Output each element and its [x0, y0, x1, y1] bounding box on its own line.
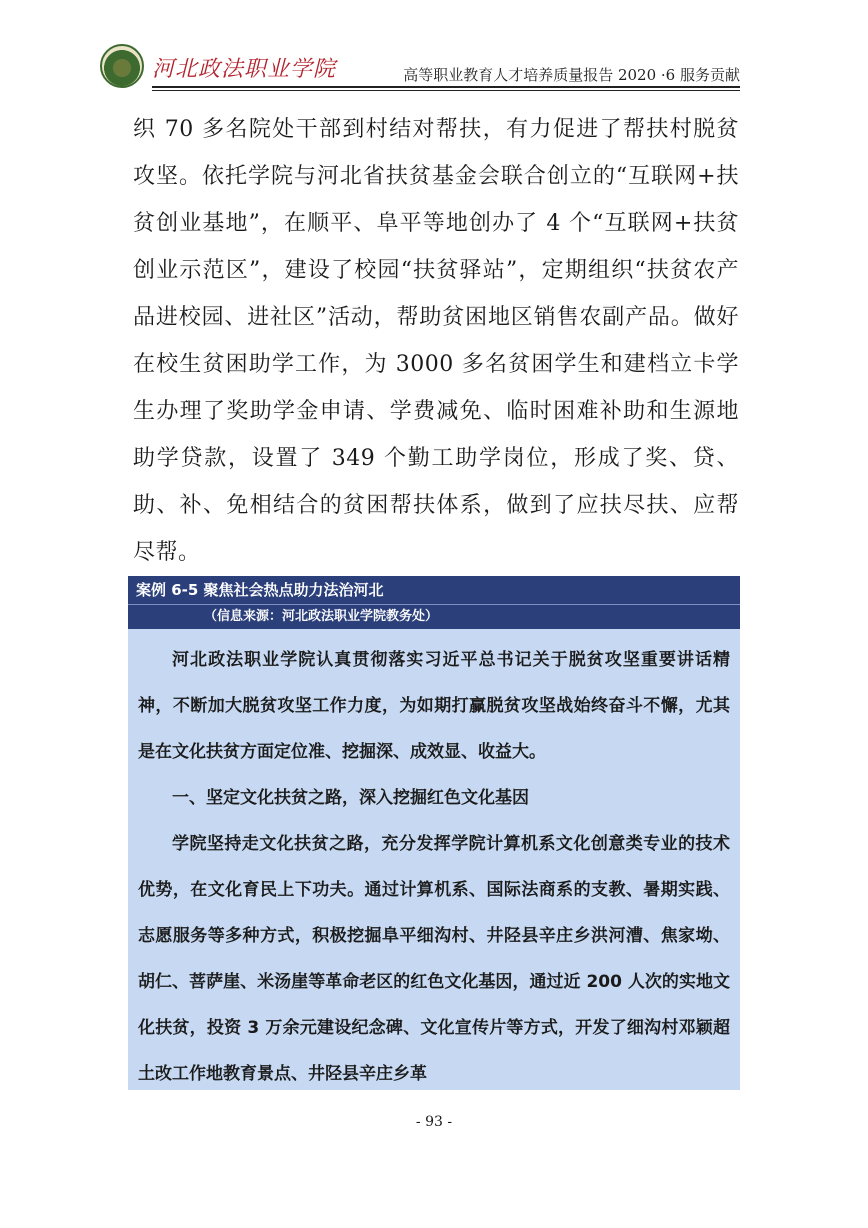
report-title: 高等职业教育人才培养质量报告 2020 ·6 服务贡献 — [403, 66, 740, 84]
case-box — [128, 576, 740, 1090]
header-rule-thin — [152, 90, 740, 91]
page-header — [100, 40, 740, 90]
body-paragraph: 织 70 多名院处干部到村结对帮扶，有力促进了帮扶村脱贫攻坚。依托学院与河北省扶贫基金会联合创立的“互联网+扶贫创业基地”，在顺平、阜平等地创办了 4 个“互联网+扶贫创业示范区”，建设了校园“扶贫驿站”，定期组织“扶贫农产品进校园、进社区”活动，帮助贫困地区销售农副产品。做好在校生贫困助学工作，为 3000 多名贫困学生和建档立卡学生办理了奖助学金申请、学费减免、临时困难补助和生源地助学贷款，设置了 349 个勤工助学岗位，形成了奖、贷、助、补、免相结合的贫困帮扶体系，做到了应扶尽扶、应帮尽帮。 — [133, 117, 739, 565]
case-title: 案例 6-5 聚焦社会热点助力法治河北 — [128, 576, 740, 604]
case-paragraph-2: 学院坚持走文化扶贫之路，充分发挥学院计算机系文化创意类专业的技术优势，在文化育民上下功夫。通过计算机系、国际法商系的支教、暑期实践、志愿服务等多种方式，积极挖掘阜平细沟村、井陉县辛庄乡洪河漕、焦家坳、胡仁、菩萨崖、米汤崖等革命老区的红色文化基因，通过近 200 人次的实地文化扶贫，投资 3 万余元建设纪念碑、文化宣传片等方式，开发了细沟村邓颖超土改工作地教育景点、井陉县辛庄乡革 — [138, 834, 730, 1084]
case-content — [128, 629, 740, 1097]
page-number: - 93 - — [415, 1114, 453, 1130]
college-seal-logo — [100, 44, 144, 88]
case-source: （信息来源：河北政法职业学院教务处） — [128, 604, 740, 629]
case-heading-1: 一、坚定文化扶贫之路，深入挖掘红色文化基因 — [172, 788, 529, 808]
header-rule — [152, 86, 740, 88]
college-logo-text: 河北政法职业学院 — [152, 57, 337, 82]
case-paragraph-1: 河北政法职业学院认真贯彻落实习近平总书记关于脱贫攻坚重要讲话精神，不断加大脱贫攻坚工作力度，为如期打赢脱贫攻坚战始终奋斗不懈，尤其是在文化扶贫方面定位准、挖掘深、成效显、收益大。 — [138, 650, 730, 762]
body-text — [133, 106, 739, 576]
